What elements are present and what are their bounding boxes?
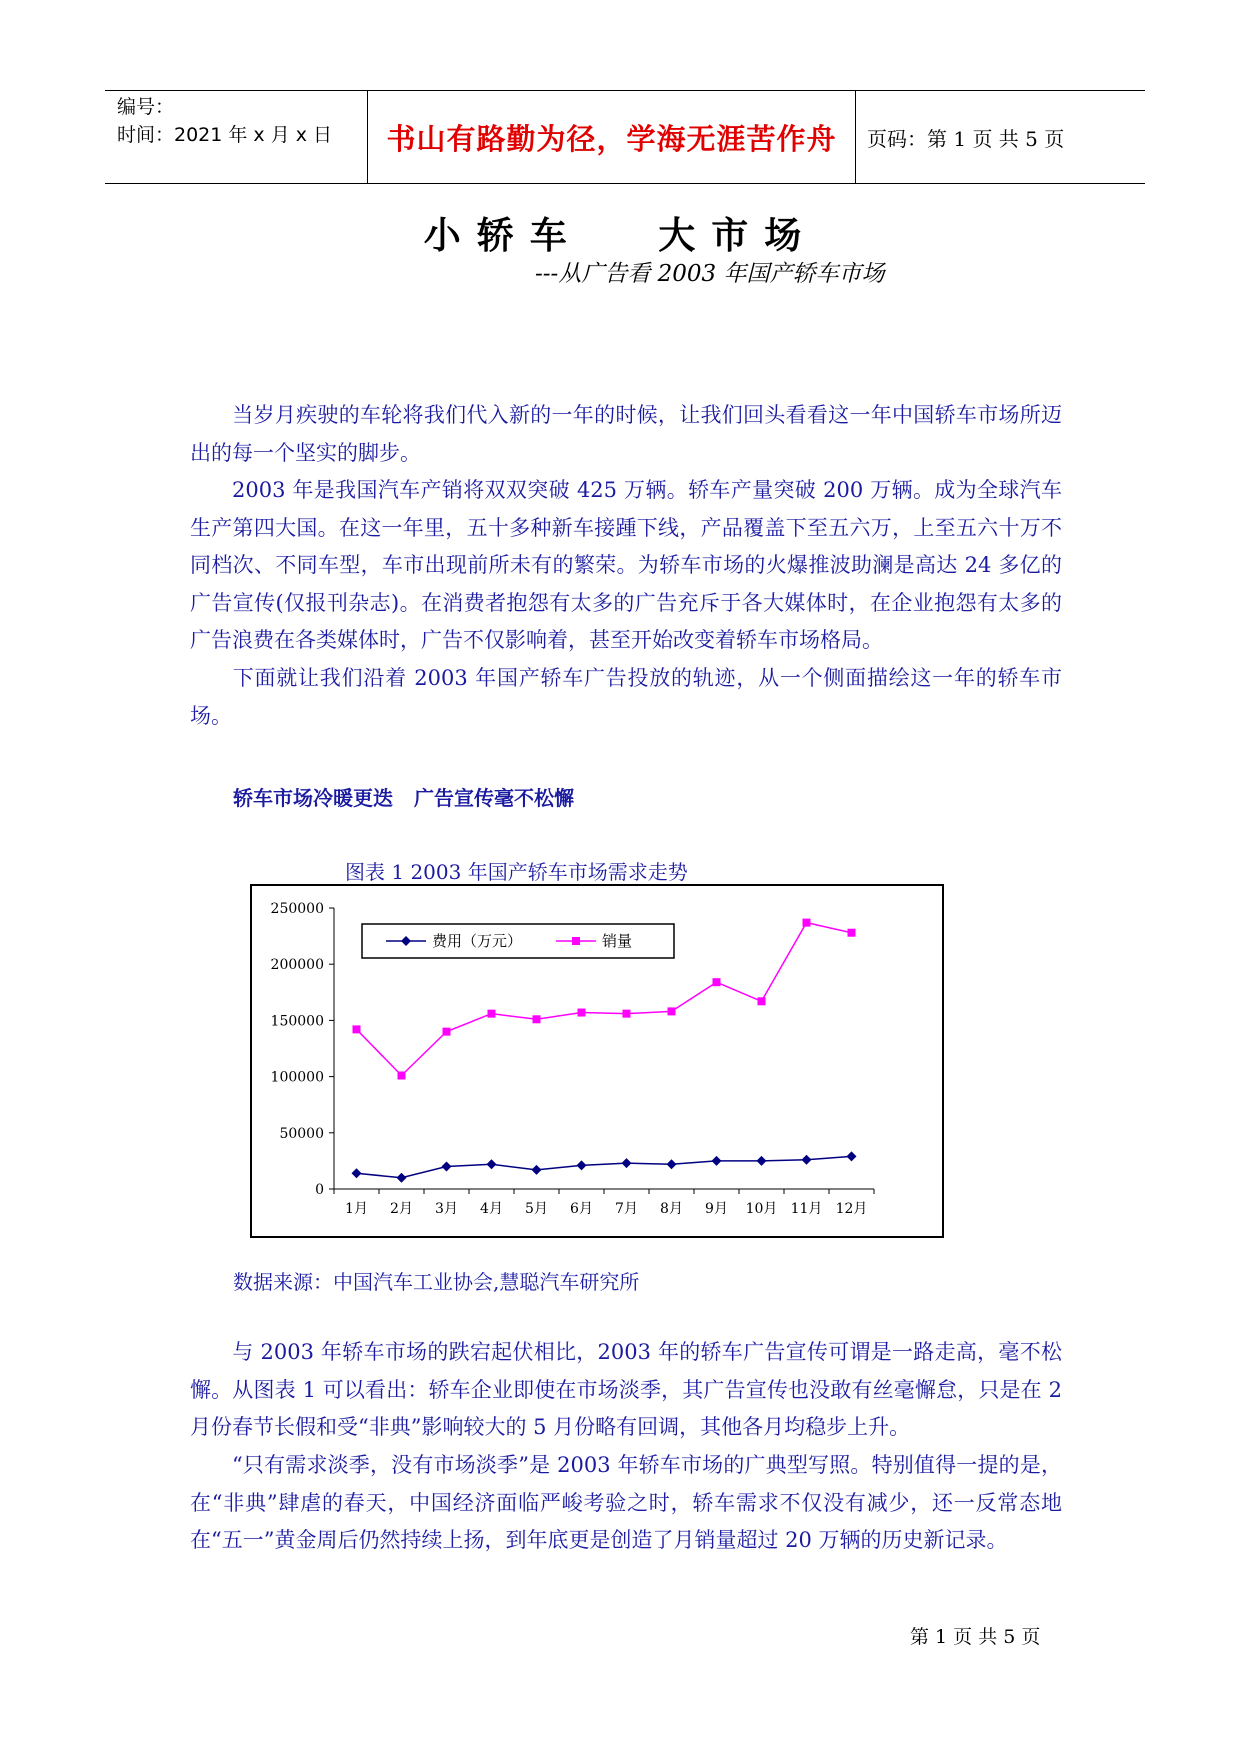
series-line-1 <box>357 1156 852 1177</box>
time-label: 时间：2021 年 x 月 x 日 <box>117 124 333 146</box>
data-point-square <box>533 1015 541 1023</box>
paragraph <box>190 397 1062 472</box>
data-point-square <box>488 1010 496 1018</box>
page-footer: 第 1 页 共 5 页 <box>910 1626 1041 1648</box>
x-tick-label: 8月 <box>660 1201 683 1217</box>
paragraph <box>190 1334 1062 1447</box>
data-point-diamond <box>532 1165 542 1175</box>
data-point-square <box>443 1028 451 1036</box>
x-tick-label: 2月 <box>390 1201 413 1217</box>
x-tick-label: 4月 <box>480 1201 503 1217</box>
y-tick-label: 200000 <box>270 957 324 974</box>
data-point-diamond <box>577 1160 587 1170</box>
data-point-diamond <box>352 1168 362 1178</box>
data-point-square <box>578 1009 586 1017</box>
paragraph <box>190 660 1062 735</box>
data-source: 数据来源：中国汽车工业协会,慧聪汽车研究所 <box>233 1270 640 1294</box>
header-motto-cell <box>367 91 856 183</box>
page-indicator: 页码：第 1 页 共 5 页 <box>867 126 1065 151</box>
legend-label: 费用（万元） <box>432 932 523 950</box>
x-tick-label: 12月 <box>835 1201 868 1217</box>
data-point-square <box>398 1071 406 1079</box>
y-tick-label: 50000 <box>279 1125 324 1142</box>
y-tick-label: 0 <box>315 1182 324 1198</box>
data-point-diamond <box>802 1155 812 1165</box>
x-tick-label: 5月 <box>525 1201 548 1217</box>
x-tick-label: 11月 <box>790 1201 823 1217</box>
data-point-square <box>668 1007 676 1015</box>
x-tick-label: 1月 <box>345 1201 368 1217</box>
title-part2: 大市场 <box>658 214 818 257</box>
data-point-square <box>758 997 766 1005</box>
title-part1: 小轿车 <box>423 214 583 257</box>
page-subtitle: ---从广告看 2003 年国产轿车市场 <box>535 261 885 287</box>
figure-caption: 图表 1 2003 年国产轿车市场需求走势 <box>345 860 688 884</box>
data-point-diamond <box>757 1156 767 1166</box>
header-motto: 书山有路勤为径，学海无涯苦作舟 <box>386 121 837 156</box>
y-tick-label: 250000 <box>270 901 324 917</box>
y-tick-label: 150000 <box>270 1013 324 1030</box>
legend-label: 销量 <box>602 932 633 950</box>
paragraph-text: 下面就让我们沿着 2003 年国产轿车广告投放的轨迹，从一个侧面描绘这一年的轿车市场。 <box>190 666 1062 728</box>
x-tick-label: 7月 <box>615 1201 638 1217</box>
data-point-square <box>848 929 856 937</box>
data-point-diamond <box>712 1156 722 1166</box>
paragraph-text: “只有需求淡季，没有市场淡季”是 2003 年轿车市场的广典型写照。特别值得一提的是，在“非典”肆虐的春天，中国经济面临严峻考验之时，轿车需求不仅没有减少，还一反常态地在“五一”黄金周后仍然持续上扬，到年底更是创造了月销量超过 20 万辆的历史新记录。 <box>190 1453 1062 1552</box>
data-point-diamond <box>397 1173 407 1183</box>
data-point-square <box>353 1025 361 1033</box>
legend-marker-square <box>572 937 580 945</box>
x-tick-label: 10月 <box>745 1201 778 1217</box>
x-tick-label: 3月 <box>435 1201 458 1217</box>
data-point-diamond <box>487 1159 497 1169</box>
data-point-diamond <box>622 1158 632 1168</box>
number-label: 编号： <box>117 96 175 118</box>
paragraph <box>190 1447 1062 1560</box>
data-point-square <box>713 978 721 986</box>
data-point-square <box>623 1010 631 1018</box>
paragraph-text: 2003 年是我国汽车产销将双双突破 425 万辆。轿车产量突破 200 万辆。成为全球汽车生产第四大国。在这一年里，五十多种新车接踵下线，产品覆盖下至五六万，上至五六十万不同档次、不同车型，车市出现前所未有的繁荣。为轿车市场的火爆推波助澜是高达 24 多亿的广告宣传(仅报刊杂志)。在消费者抱怨有太多的广告充斥于各大媒体时，在企业抱怨有太多的广告浪费在各类媒体时，广告不仅影响着，甚至开始改变着轿车市场格局。 <box>190 478 1062 652</box>
section-heading: 轿车市场冷暖更迭 广告宣传毫不松懈 <box>233 786 574 810</box>
line-chart <box>250 884 944 1238</box>
page-title <box>0 205 1241 259</box>
data-point-diamond <box>847 1151 857 1161</box>
header-left <box>117 93 332 149</box>
x-tick-label: 6月 <box>570 1201 593 1217</box>
data-point-diamond <box>442 1162 452 1172</box>
paragraph <box>190 472 1062 660</box>
data-point-square <box>803 919 811 927</box>
chart-svg <box>252 886 942 1236</box>
paragraph-text: 当岁月疾驶的车轮将我们代入新的一年的时候，让我们回头看看这一年中国轿车市场所迈出的每一个坚实的脚步。 <box>190 403 1062 465</box>
y-tick-label: 100000 <box>270 1069 324 1086</box>
data-point-diamond <box>667 1159 677 1169</box>
document-header <box>105 90 1145 184</box>
paragraph-text: 与 2003 年轿车市场的跌宕起伏相比，2003 年的轿车广告宣传可谓是一路走高，毫不松懈。从图表 1 可以看出：轿车企业即使在市场淡季，其广告宣传也没敢有丝毫懈怠，只是在 2 月份春节长假和受“非典”影响较大的 5 月份略有回调，其他各月均稳步上升。 <box>190 1340 1062 1439</box>
x-tick-label: 9月 <box>705 1201 728 1217</box>
